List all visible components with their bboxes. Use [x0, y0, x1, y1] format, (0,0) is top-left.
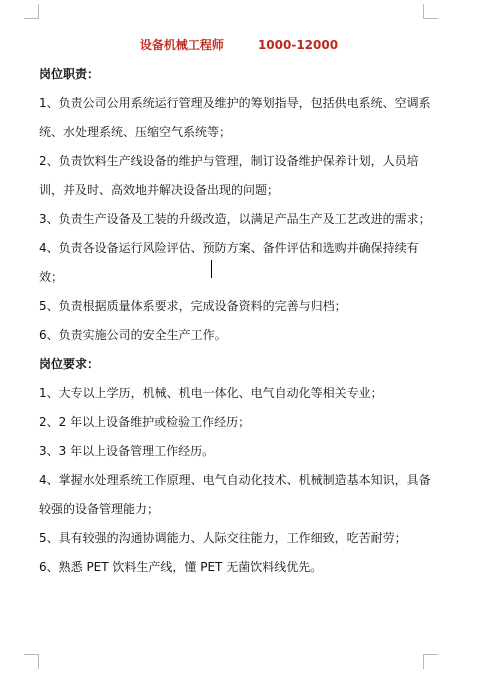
duty-item-1: 1、负责公司公用系统运行管理及维护的筹划指导，包括供电系统、空调系统、水处理系统、压缩空气系统等；	[39, 96, 431, 139]
duty-item-5: 5、负责根据质量体系要求，完成设备资料的完善与归档；	[39, 299, 347, 313]
document-body[interactable]	[39, 60, 439, 582]
title-row	[0, 36, 478, 53]
duty-item-4: 4、负责各设备运行风险评估、预防方案、备件评估和选购并确保持续有效；	[39, 241, 419, 284]
requirement-item-5: 5、具有较强的沟通协调能力、人际交往能力，工作细致，吃苦耐劳；	[39, 531, 407, 545]
duties-heading: 岗位职责：	[39, 67, 100, 81]
crop-mark-bottom-right	[423, 654, 438, 669]
text-cursor	[211, 260, 212, 278]
job-title: 设备机械工程师	[139, 38, 224, 52]
salary-range: 1000-12000	[257, 38, 339, 52]
duty-item-2: 2、负责饮料生产线设备的维护与管理，制订设备维护保养计划，人员培训，并及时、高效地并解决设备出现的问题；	[39, 154, 419, 197]
duty-item-6: 6、负责实施公司的安全生产工作。	[39, 328, 227, 342]
requirements-heading: 岗位要求：	[39, 357, 100, 371]
crop-mark-bottom-left	[24, 654, 39, 669]
requirement-item-1: 1、大专以上学历，机械、机电一体化、电气自动化等相关专业；	[39, 386, 383, 400]
requirement-item-3: 3、3 年以上设备管理工作经历。	[39, 444, 215, 458]
requirement-item-2: 2、2 年以上设备维护或检验工作经历；	[39, 415, 251, 429]
crop-mark-top-left	[24, 4, 39, 19]
requirement-item-4: 4、掌握水处理系统工作原理、电气自动化技术、机械制造基本知识，具备较强的设备管理能力；	[39, 473, 431, 516]
duty-item-3: 3、负责生产设备及工装的升级改造，以满足产品生产及工艺改进的需求；	[39, 212, 431, 226]
requirement-item-6: 6、熟悉 PET 饮料生产线，懂 PET 无菌饮料线优先。	[39, 560, 323, 574]
crop-mark-top-right	[423, 4, 438, 19]
